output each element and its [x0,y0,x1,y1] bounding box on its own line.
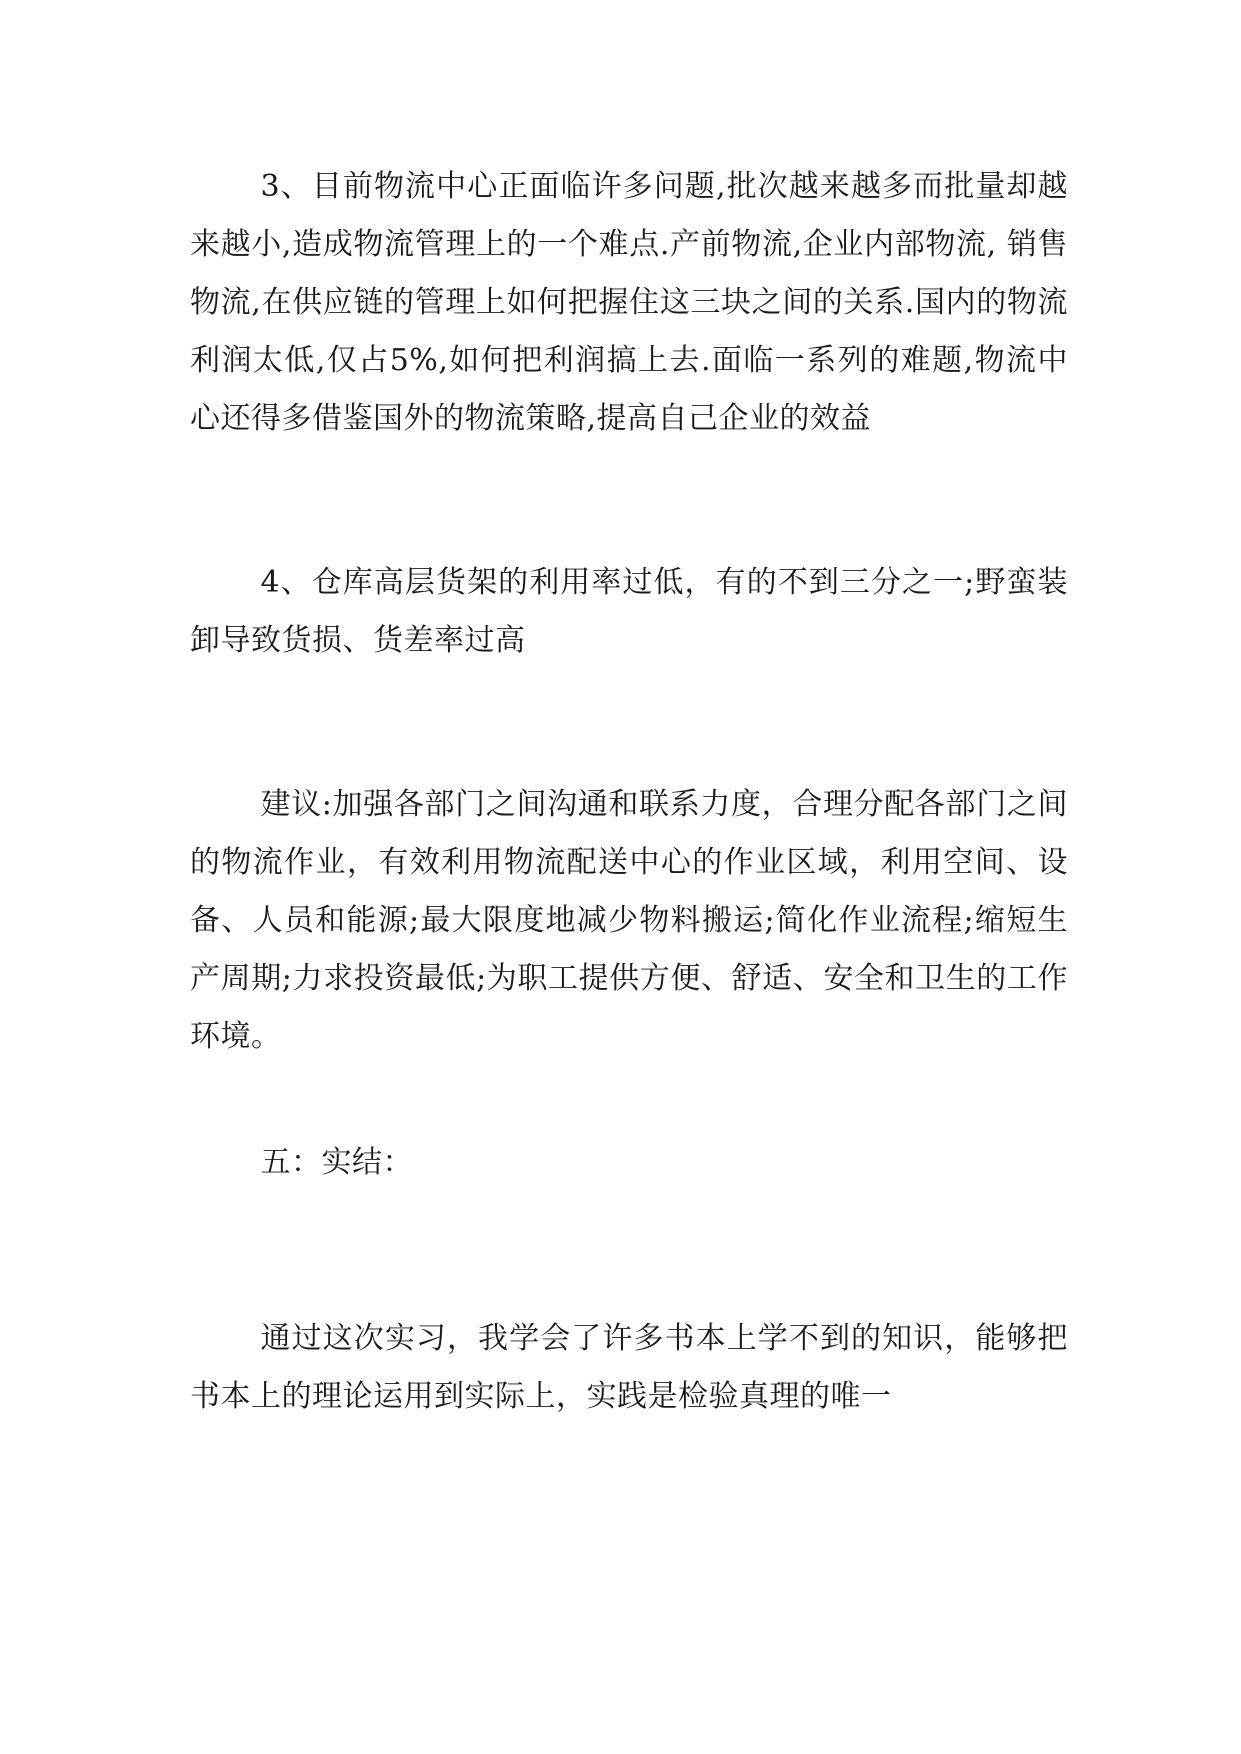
paragraph-warehouse-shelves: 4、仓库高层货架的利用率过低，有的不到三分之一;野蛮装卸导致货损、货差率过高 [190,565,1068,658]
paragraph-suggestions: 建议:加强各部门之间沟通和联系力度，合理分配各部门之间的物流作业，有效利用物流配送中心的作业区域，利用空间、设备、人员和能源;最大限度地减少物料搬运;简化作业流程;缩短生产周期;力求投资最低;为职工提供方便、舒适、安全和卫生的工作环境。 [190,787,1068,1054]
paragraph-internship-summary: 通过这次实习，我学会了许多书本上学不到的知识，能够把书本上的理论运用到实际上，实践是检验真理的唯一 [190,1321,1068,1414]
paragraph-logistics-problems: 3、目前物流中心正面临许多问题,批次越来越多而批量却越来越小,造成物流管理上的一个难点.产前物流,企业内部物流, 销售物流,在供应链的管理上如何把握住这三块之间的关系.国内的物流利润太低,仅占5%,如何把利润搞上去.面临一系列的难题,物流中心还得多借鉴国外的物流策略,提高自己企业的效益 [190,169,1068,436]
section-heading-summary: 五：实结： [260,1145,413,1180]
